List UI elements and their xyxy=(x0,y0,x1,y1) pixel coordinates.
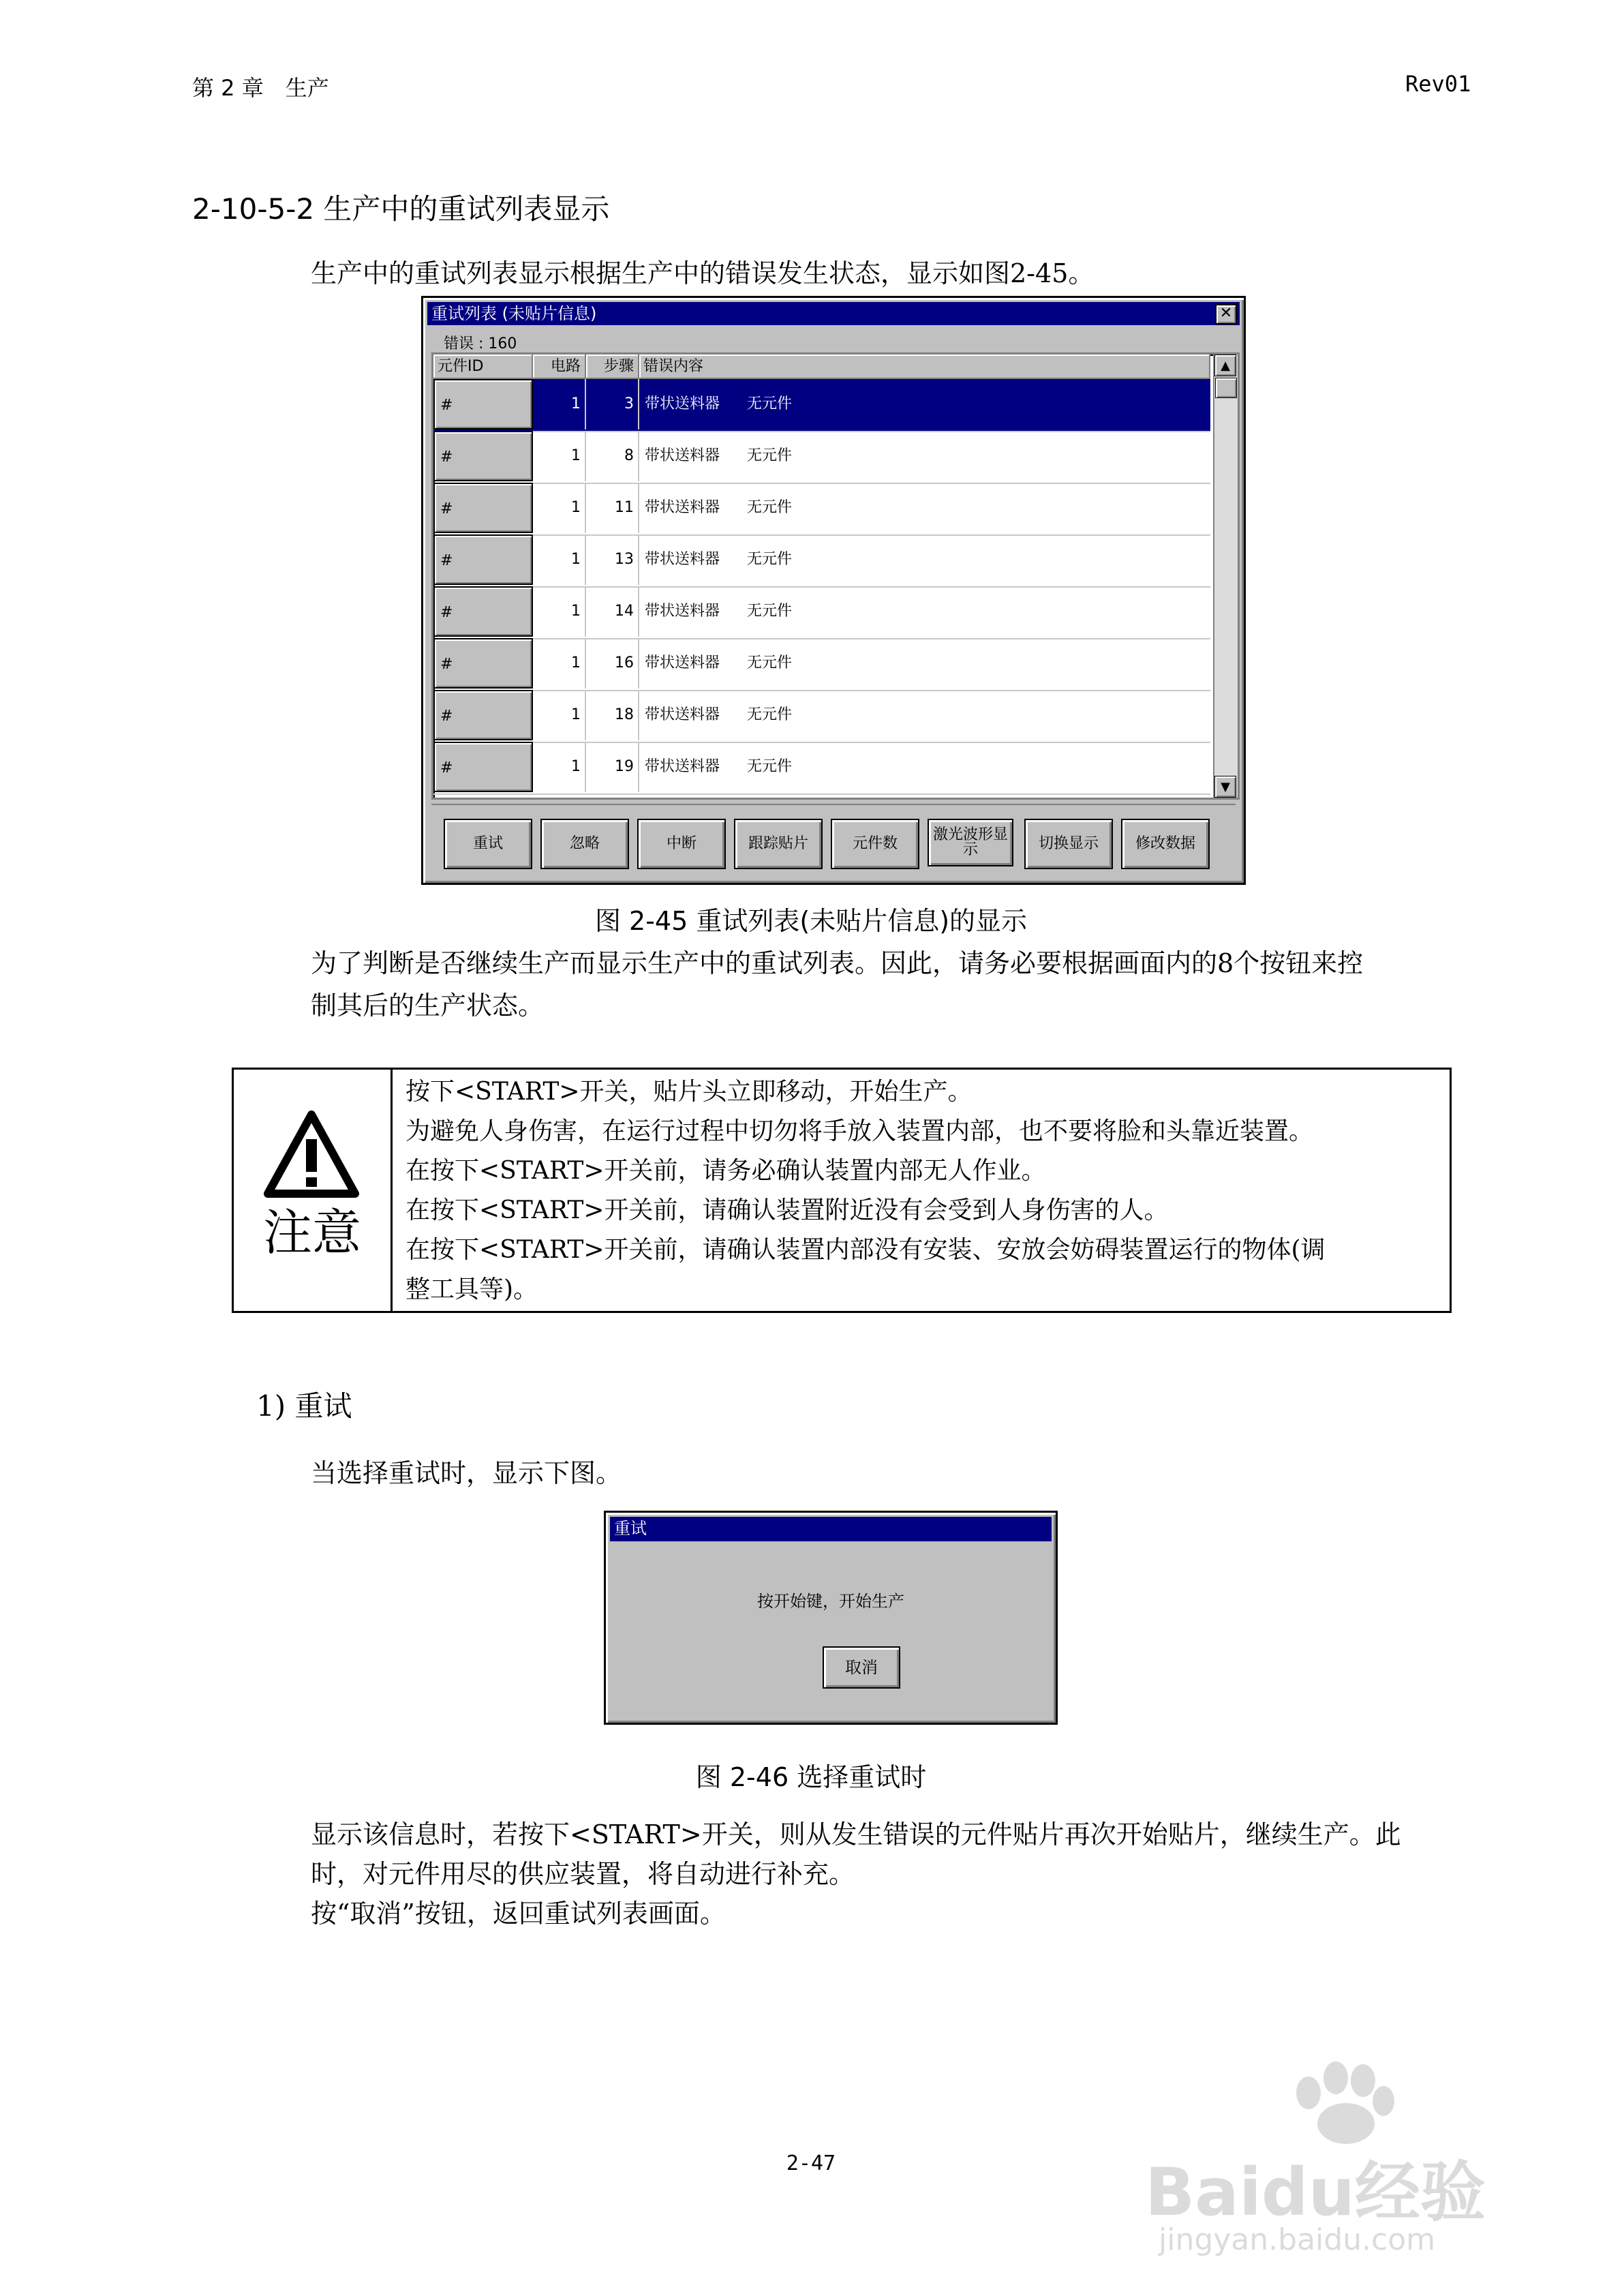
row-circuit: 1 xyxy=(533,431,586,481)
row-feeder: 带状送料器 xyxy=(645,395,720,412)
caution-box xyxy=(232,1068,1452,1313)
retry-dialog-message: 按开始键，开始生产 xyxy=(757,1592,904,1611)
row-part-id: # xyxy=(433,690,533,740)
row-part-id: # xyxy=(433,638,533,689)
caution-line: 在按下<START>开关前，请务必确认装置内部无人作业。 xyxy=(406,1157,1046,1185)
row-circuit: 1 xyxy=(533,483,586,533)
table-row[interactable] xyxy=(433,483,1210,536)
caution-line: 在按下<START>开关前，请确认装置附近没有会受到人身伤害的人。 xyxy=(406,1196,1169,1224)
caution-text xyxy=(406,1072,1441,1310)
paragraph-2-line-2: 时，对元件用尽的供应装置，将自动进行补充。 xyxy=(311,1859,855,1889)
row-step: 19 xyxy=(586,742,639,792)
part-count-button[interactable]: 元件数 xyxy=(831,819,919,869)
row-part-id: # xyxy=(433,586,533,637)
figure-45-caption: 图 2-45 重试列表(未贴片信息)的显示 xyxy=(594,906,1028,936)
paragraph-1-line-1: 为了判断是否继续生产而显示生产中的重试列表。因此，请务必要根据画面内的8个按钮来控 xyxy=(311,948,1364,978)
laser-waveform-button[interactable]: 激光波形显示 xyxy=(928,819,1013,866)
revision-label: Rev01 xyxy=(1405,71,1471,97)
scroll-thumb[interactable] xyxy=(1215,378,1237,398)
row-error: 无元件 xyxy=(747,758,793,775)
paragraph-2-line-1: 显示该信息时，若按下<START>开关，则从发生错误的元件贴片再次开始贴片，继续生产。此 xyxy=(311,1819,1401,1849)
row-step: 13 xyxy=(586,534,639,585)
column-header-part-id[interactable]: 元件ID xyxy=(433,354,533,379)
row-feeder: 带状送料器 xyxy=(645,603,720,620)
caution-label: 注意 xyxy=(262,1204,361,1261)
ignore-button[interactable]: 忽略 xyxy=(540,819,629,869)
row-circuit: 1 xyxy=(533,742,586,792)
row-error: 无元件 xyxy=(747,395,793,412)
retry-dialog-titlebar xyxy=(610,1517,1052,1541)
close-icon[interactable]: ✕ xyxy=(1215,304,1237,324)
row-feeder: 带状送料器 xyxy=(645,499,720,516)
page-number: 2-47 xyxy=(786,2151,836,2175)
caution-divider xyxy=(391,1070,393,1311)
retry-list-titlebar xyxy=(427,302,1240,325)
cancel-button[interactable]: 取消 xyxy=(823,1646,900,1689)
paw-icon xyxy=(1281,2059,1404,2147)
row-step: 3 xyxy=(586,379,639,429)
row-step: 8 xyxy=(586,431,639,481)
row-feeder: 带状送料器 xyxy=(645,551,720,568)
scroll-down-icon[interactable]: ▼ xyxy=(1214,776,1236,798)
caution-line: 在按下<START>开关前，请确认装置内部没有安装、安放会妨碍装置运行的物体(调 xyxy=(406,1236,1326,1264)
row-step: 14 xyxy=(586,586,639,637)
chapter-header: 第 2 章 生产 xyxy=(192,75,329,101)
caution-line: 按下<START>开关，贴片头立即移动，开始生产。 xyxy=(406,1078,973,1106)
row-error: 无元件 xyxy=(747,654,793,671)
trace-placement-button[interactable]: 跟踪贴片 xyxy=(734,819,823,869)
caution-line: 整工具等)。 xyxy=(406,1275,538,1303)
abort-button[interactable]: 中断 xyxy=(637,819,726,869)
row-part-id: # xyxy=(433,379,533,429)
watermark-brand: Baidu经验 xyxy=(1145,2154,1486,2231)
scroll-up-icon[interactable]: ▲ xyxy=(1214,354,1236,376)
row-feeder: 带状送料器 xyxy=(645,447,720,464)
table-row[interactable] xyxy=(433,638,1210,691)
table-row[interactable] xyxy=(433,690,1210,743)
row-error: 无元件 xyxy=(747,603,793,620)
table-row[interactable] xyxy=(433,586,1210,639)
column-header-step[interactable]: 步骤 xyxy=(586,354,639,379)
row-step: 18 xyxy=(586,690,639,740)
vertical-scrollbar[interactable] xyxy=(1213,354,1238,798)
row-part-id: # xyxy=(433,534,533,585)
row-error: 无元件 xyxy=(747,447,793,464)
column-header-error[interactable]: 错误内容 xyxy=(639,354,1210,379)
paragraph-3: 按“取消”按钮，返回重试列表画面。 xyxy=(311,1899,726,1929)
row-part-id: # xyxy=(433,431,533,481)
table-row[interactable] xyxy=(433,431,1210,484)
retry-list-title: 重试列表 (未贴片信息) xyxy=(431,304,597,323)
row-circuit: 1 xyxy=(533,638,586,689)
retry-dialog-title: 重试 xyxy=(614,1519,647,1538)
item-1-intro: 当选择重试时，显示下图。 xyxy=(311,1458,622,1488)
row-circuit: 1 xyxy=(533,534,586,585)
error-count: 错误 : 160 xyxy=(444,335,517,352)
table-row[interactable] xyxy=(433,742,1210,795)
watermark-url: jingyan.baidu.com xyxy=(1159,2222,1436,2257)
row-step: 11 xyxy=(586,483,639,533)
intro-paragraph: 生产中的重试列表显示根据生产中的错误发生状态，显示如图2-45。 xyxy=(311,258,1095,288)
retry-button[interactable]: 重试 xyxy=(444,819,532,869)
warning-triangle-icon xyxy=(264,1111,359,1199)
row-step: 16 xyxy=(586,638,639,689)
baidu-watermark xyxy=(1145,2059,1527,2263)
row-error: 无元件 xyxy=(747,551,793,568)
table-row[interactable] xyxy=(433,379,1210,432)
row-feeder: 带状送料器 xyxy=(645,758,720,775)
row-feeder: 带状送料器 xyxy=(645,654,720,671)
modify-data-button[interactable]: 修改数据 xyxy=(1121,819,1210,869)
figure-46-caption: 图 2-46 选择重试时 xyxy=(695,1762,927,1792)
row-circuit: 1 xyxy=(533,379,586,429)
paragraph-1-line-2: 制其后的生产状态。 xyxy=(311,991,545,1021)
caution-line: 为避免人身伤害，在运行过程中切勿将手放入装置内部，也不要将脸和头靠近装置。 xyxy=(406,1117,1314,1145)
column-header-circuit[interactable]: 电路 xyxy=(533,354,586,379)
item-1-heading: 1) 重试 xyxy=(256,1389,352,1423)
table-row[interactable] xyxy=(433,534,1210,588)
section-title: 2-10-5-2 生产中的重试列表显示 xyxy=(192,192,610,226)
row-part-id: # xyxy=(433,742,533,792)
retry-dialog xyxy=(604,1511,1058,1725)
row-error: 无元件 xyxy=(747,499,793,516)
row-error: 无元件 xyxy=(747,706,793,723)
row-part-id: # xyxy=(433,483,533,533)
row-circuit: 1 xyxy=(533,586,586,637)
retry-list-grid xyxy=(431,352,1240,800)
switch-display-button[interactable]: 切换显示 xyxy=(1024,819,1113,869)
row-circuit: 1 xyxy=(533,690,586,740)
retry-list-window xyxy=(421,296,1246,885)
row-feeder: 带状送料器 xyxy=(645,706,720,723)
